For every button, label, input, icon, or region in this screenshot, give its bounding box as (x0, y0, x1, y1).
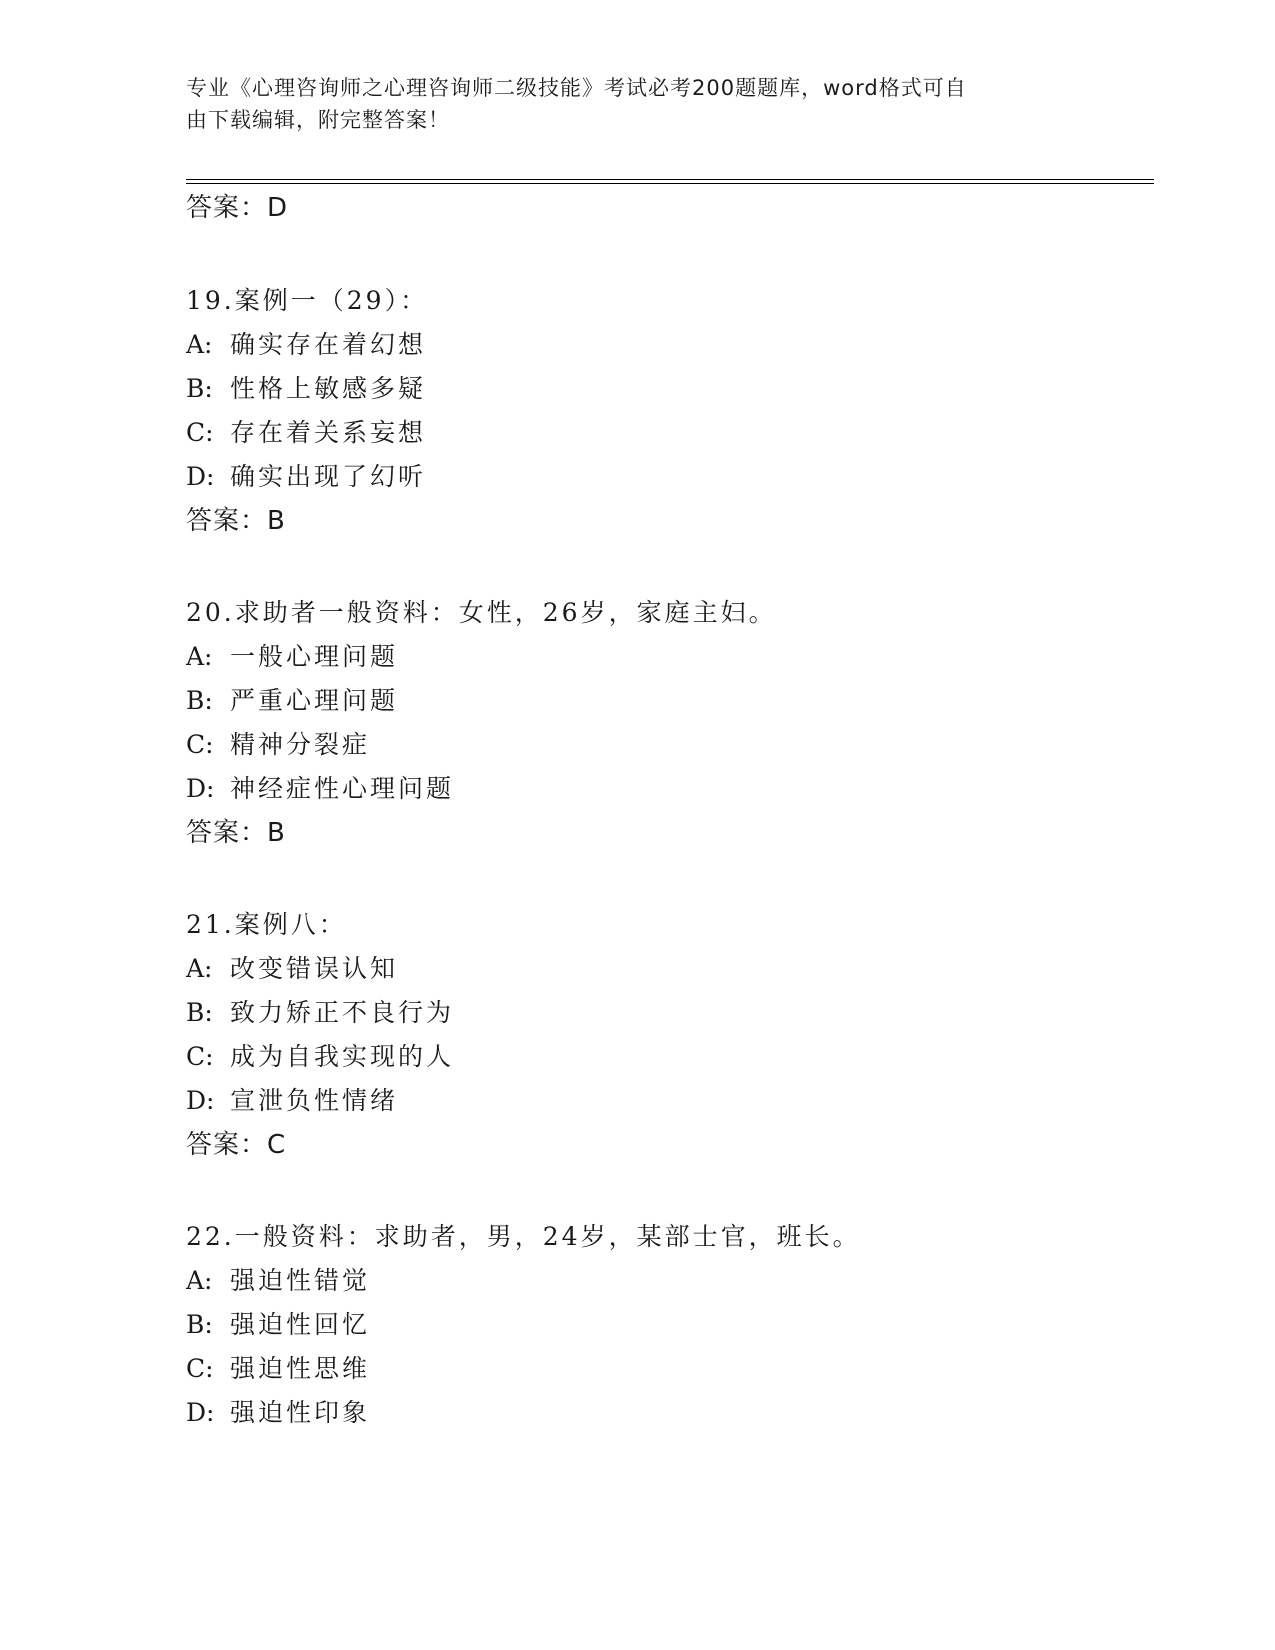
option-key: D: (186, 1398, 215, 1427)
header-divider-top (186, 179, 1154, 180)
option-text: 宣泄负性情绪 (230, 1086, 399, 1115)
option-key: D: (186, 774, 215, 803)
question-21-title: 21.案例八： (186, 910, 347, 939)
option-text: 确实存在着幻想 (230, 330, 427, 359)
question-22-option-a (186, 1266, 370, 1296)
option-text: 存在着关系妄想 (230, 418, 427, 447)
option-text: 致力矫正不良行为 (230, 998, 455, 1027)
question-19-option-b (186, 374, 426, 404)
document-header (186, 72, 1066, 136)
answer-19: 答案：B (186, 506, 286, 536)
option-text: 强迫性回忆 (230, 1310, 371, 1339)
option-key: C: (186, 418, 214, 447)
question-19-title: 19.案例一（29）： (186, 286, 429, 315)
question-19-option-c (186, 418, 426, 448)
option-key: A: (186, 642, 213, 671)
option-text: 强迫性思维 (230, 1354, 371, 1383)
question-22-option-c (186, 1354, 370, 1384)
question-21-option-d (186, 1086, 398, 1116)
question-20-option-d (186, 774, 454, 804)
question-21-option-b (186, 998, 454, 1028)
question-22-option-b (186, 1310, 370, 1340)
option-key: A: (186, 330, 213, 359)
answer-21: 答案：C (186, 1130, 287, 1160)
question-19-option-a (186, 330, 426, 360)
option-key: B: (186, 374, 213, 403)
header-line-2: 由下载编辑，附完整答案！ (186, 108, 450, 132)
question-21-option-c (186, 1042, 454, 1072)
header-divider-bottom (186, 183, 1154, 184)
question-19-option-d (186, 462, 426, 492)
option-text: 神经症性心理问题 (230, 774, 455, 803)
option-key: C: (186, 1042, 214, 1071)
option-key: B: (186, 1310, 213, 1339)
option-text: 性格上敏感多疑 (230, 374, 427, 403)
option-text: 强迫性错觉 (230, 1266, 371, 1295)
option-key: D: (186, 1086, 215, 1115)
question-20-option-a (186, 642, 398, 672)
option-key: D: (186, 462, 215, 491)
option-key: A: (186, 954, 213, 983)
option-text: 精神分裂症 (230, 730, 371, 759)
option-text: 成为自我实现的人 (230, 1042, 455, 1071)
answer-20: 答案：B (186, 818, 286, 848)
question-22-title: 22.一般资料：求助者，男，24岁，某部士官，班长。 (186, 1222, 861, 1251)
option-text: 确实出现了幻听 (230, 462, 427, 491)
option-key: B: (186, 686, 213, 715)
option-key: C: (186, 730, 214, 759)
option-text: 强迫性印象 (230, 1398, 371, 1427)
option-text: 严重心理问题 (230, 686, 399, 715)
question-20-option-b (186, 686, 398, 716)
header-line-1: 专业《心理咨询师之心理咨询师二级技能》考试必考200题题库，word格式可自 (186, 76, 967, 100)
option-key: A: (186, 1266, 213, 1295)
question-22-option-d (186, 1398, 370, 1428)
option-key: B: (186, 998, 213, 1027)
question-20-option-c (186, 730, 370, 760)
question-21-option-a (186, 954, 398, 984)
option-text: 一般心理问题 (230, 642, 399, 671)
answer-18: 答案：D (186, 193, 289, 223)
option-text: 改变错误认知 (230, 954, 399, 983)
question-20-title: 20.求助者一般资料：女性，26岁，家庭主妇。 (186, 598, 777, 627)
option-key: C: (186, 1354, 214, 1383)
